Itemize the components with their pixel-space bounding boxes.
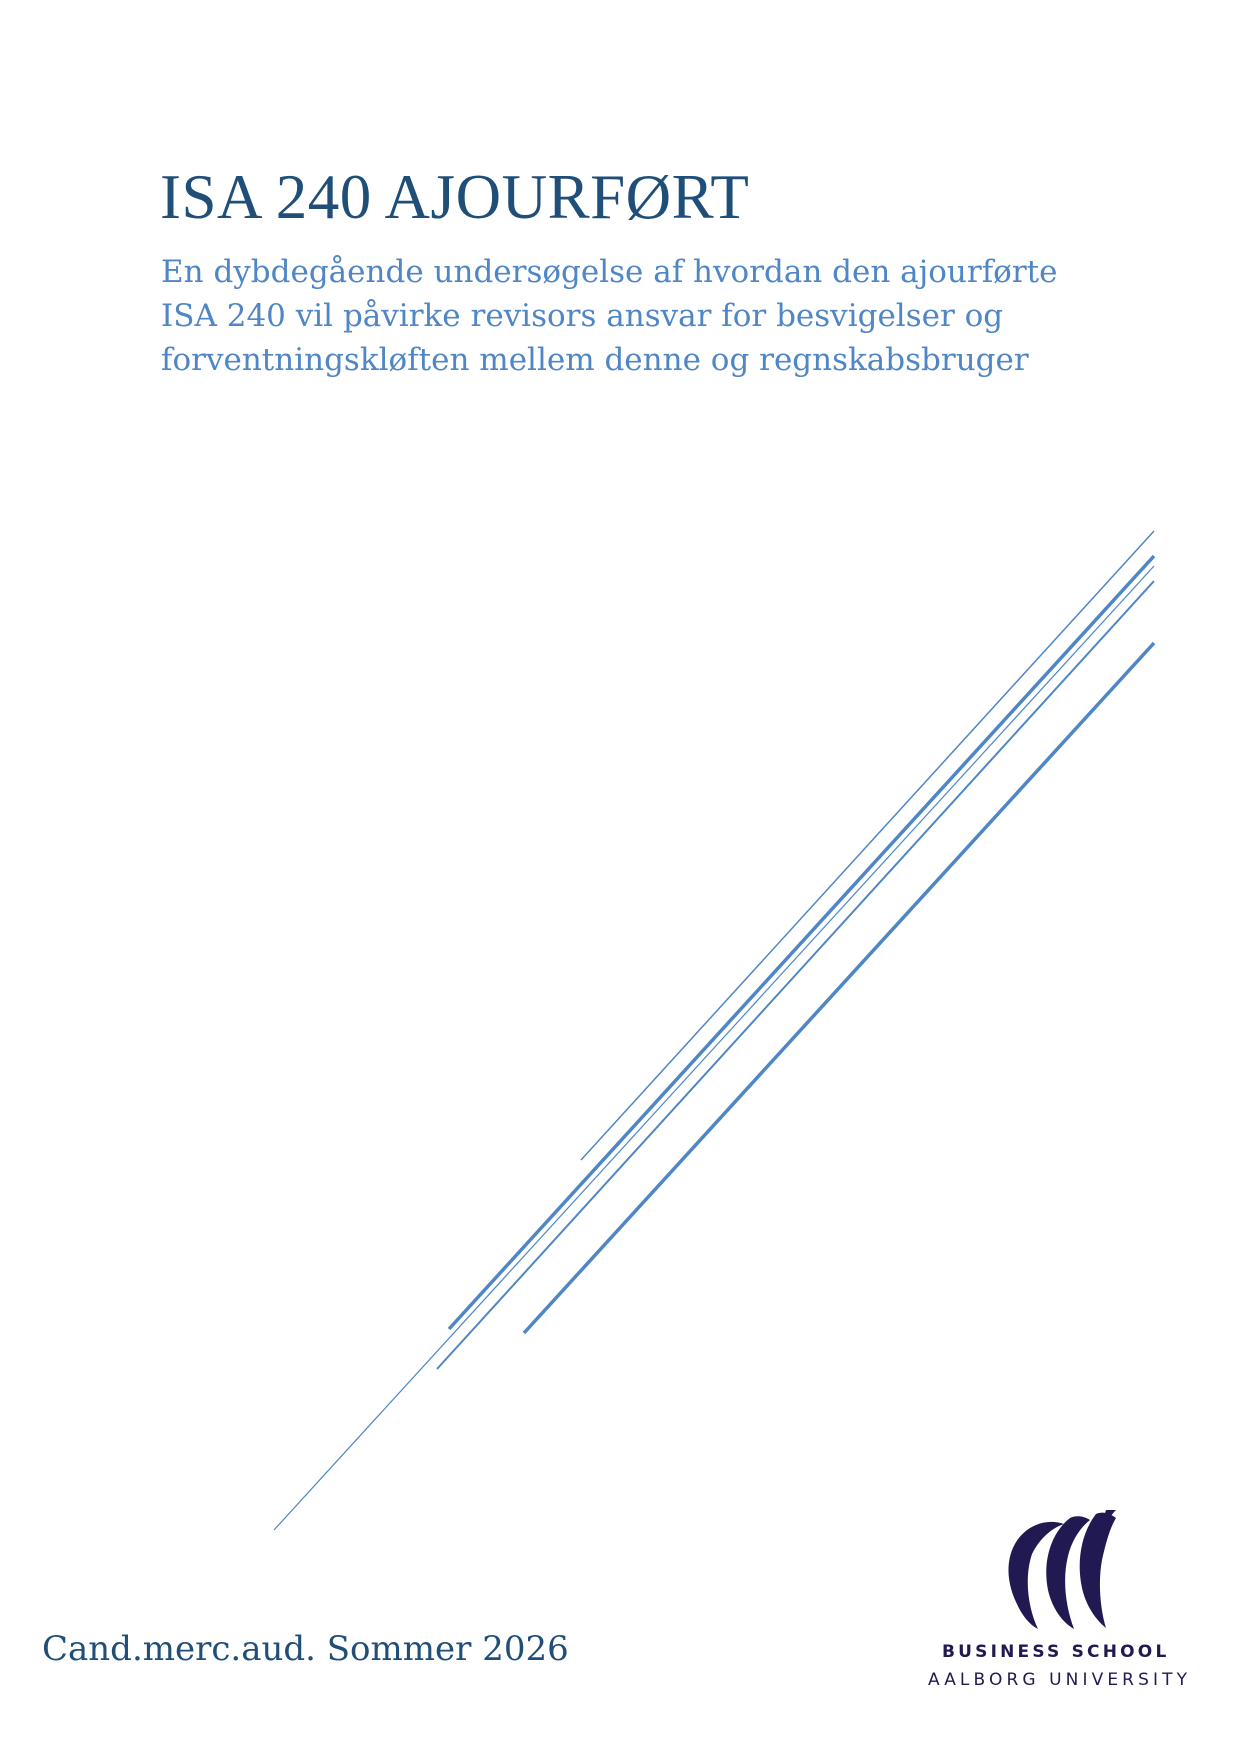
subtitle-line-2: ISA 240 vil påvirke revisors ansvar for besvigelser og — [161, 298, 1004, 334]
logo-text-business-school: BUSINESS SCHOOL — [942, 1642, 1170, 1662]
study-program-label: Cand.merc.aud. Sommer 2026 — [42, 1629, 569, 1669]
diagonal-line-3 — [274, 566, 1154, 1530]
aau-business-school-logo — [912, 1510, 1212, 1710]
diagonal-line-4 — [437, 581, 1154, 1369]
subtitle-line-3: forventningskløften mellem denne og regnskabsbruger — [161, 342, 1029, 378]
aau-wave-logo-icon — [1000, 1510, 1120, 1635]
subtitle-line-1: En dybdegående undersøgelse af hvordan den ajourførte — [161, 254, 1058, 290]
document-title: ISA 240 AJOURFØRT — [160, 162, 750, 232]
logo-text-aalborg-university: AALBORG UNIVERSITY — [928, 1670, 1192, 1690]
diagonal-line-2 — [449, 556, 1154, 1329]
diagonal-line-1 — [581, 531, 1154, 1160]
diagonal-line-5 — [524, 643, 1154, 1333]
